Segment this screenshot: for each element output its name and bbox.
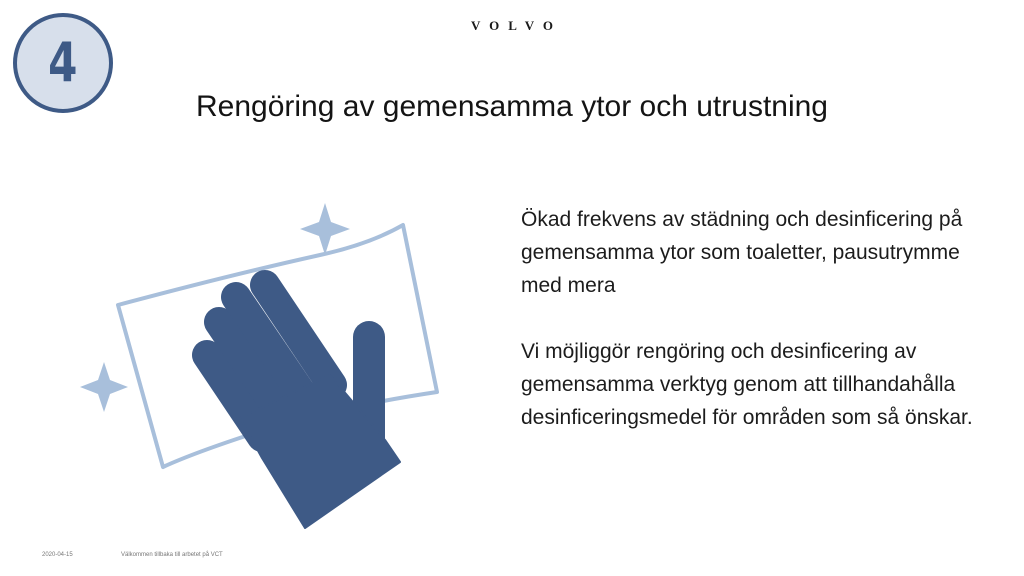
hand-wiping-cloth-icon <box>74 196 444 531</box>
slide-title: Rengöring av gemensamma ytor och utrustning <box>196 90 828 123</box>
hand-shape <box>207 285 400 528</box>
sparkle-icon <box>80 362 128 412</box>
slide-body <box>521 203 991 467</box>
footer-note: Välkommen tillbaka till arbetet på VCT <box>121 552 223 558</box>
step-number: 4 <box>48 31 78 94</box>
volvo-logo: VOLVO <box>471 18 562 33</box>
paragraph: Ökad frekvens av städning och desinficering på gemensamma ytor som toaletter, pausutrymme med mera <box>521 208 963 297</box>
paragraph: Vi möjliggör rengöring och desinficering av gemensamma verktyg genom att tillhandahålla desinficeringsmedel för områden som så önskar. <box>521 340 973 429</box>
sparkle-icon <box>300 203 350 255</box>
footer-date: 2020-04-15 <box>42 552 73 558</box>
